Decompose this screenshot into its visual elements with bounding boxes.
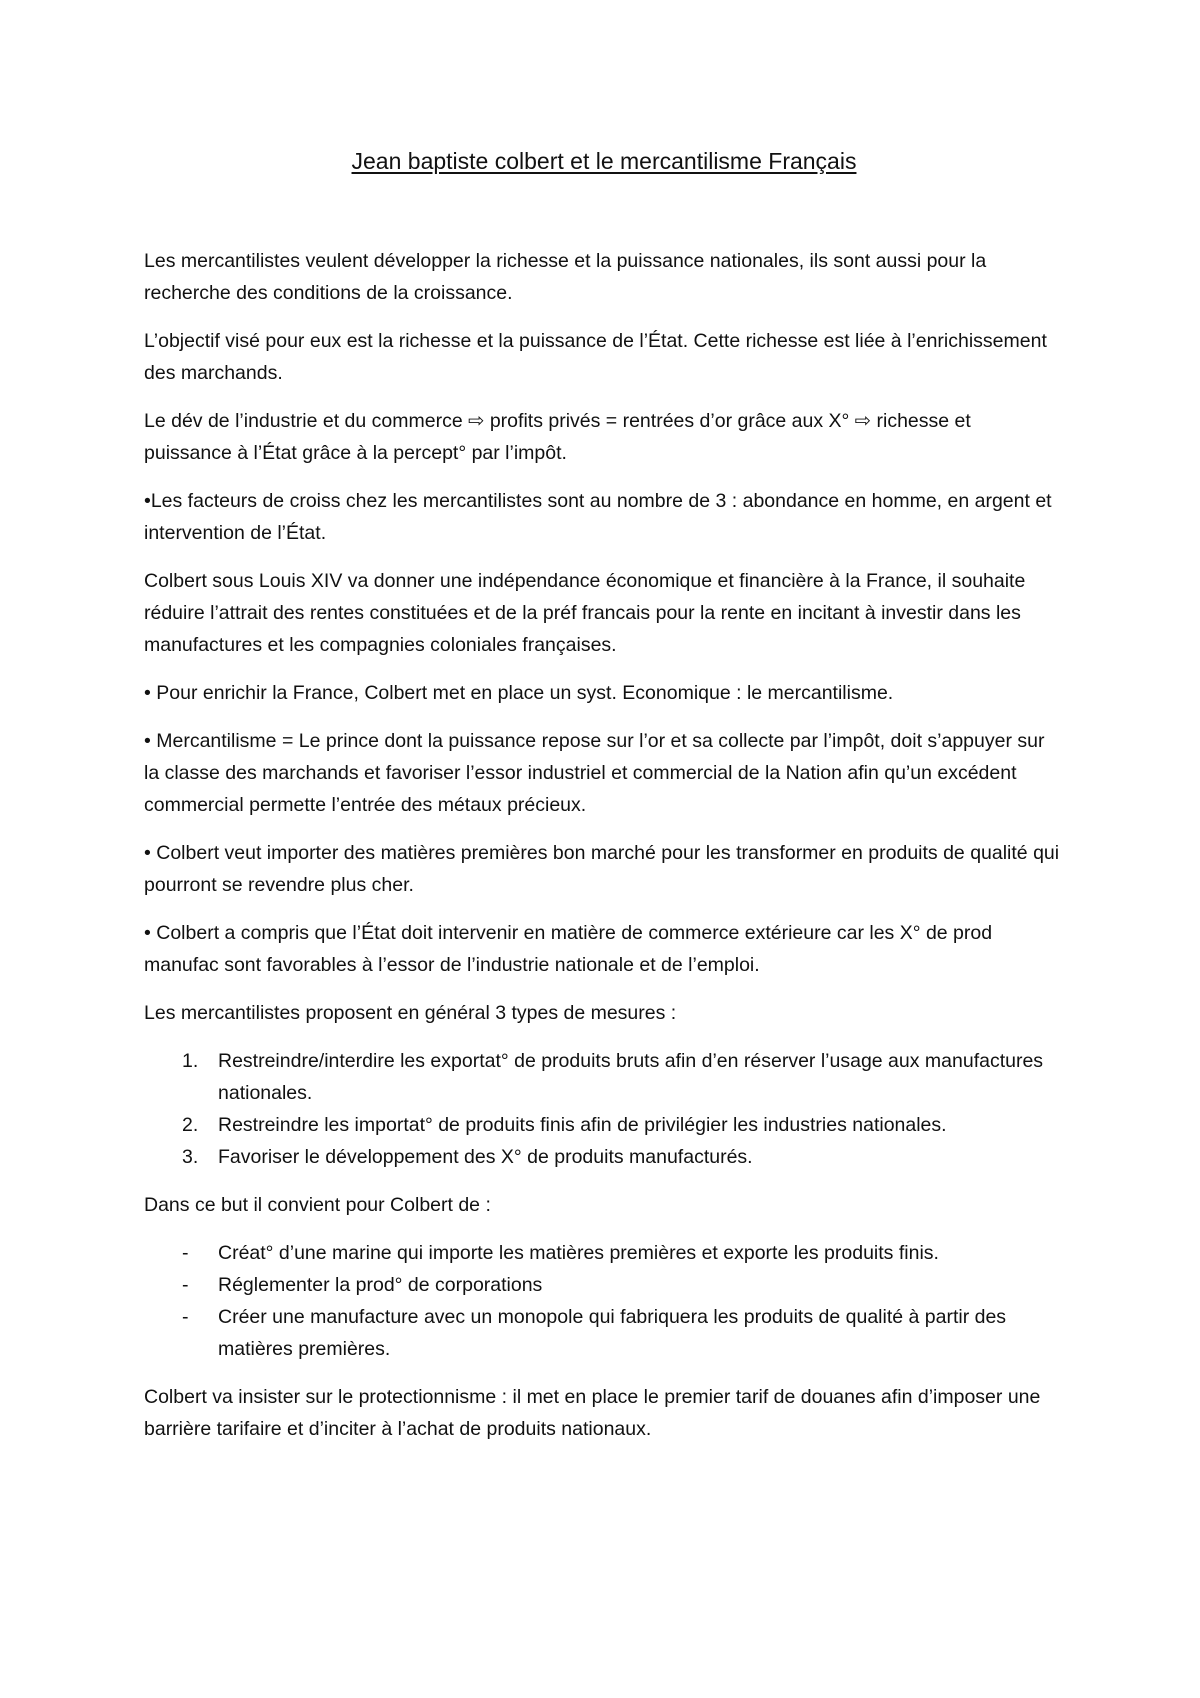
list-item-text: Restreindre/interdire les exportat° de produits bruts afin d’en réserver l’usage aux manufactures nationales. <box>218 1050 1044 1104</box>
list-item-text: Favoriser le développement des X° de produits manufacturés. <box>218 1146 753 1168</box>
list-marker: 1. <box>182 1050 199 1072</box>
list-item <box>144 1109 1064 1141</box>
list-item <box>144 1045 1064 1109</box>
paragraph: L’objectif visé pour eux est la richesse et la puissance de l’État. Cette richesse est liée à l’enrichissement des marchands. <box>144 330 1047 384</box>
list-item <box>144 1301 1064 1365</box>
list-item-text: Réglementer la prod° de corporations <box>218 1274 543 1296</box>
paragraph: •Les facteurs de croiss chez les mercantilistes sont au nombre de 3 : abondance en homme, en argent et intervention de l’État. <box>144 490 1052 544</box>
paragraph: Les mercantilistes proposent en général 3 types de mesures : <box>144 1002 677 1024</box>
paragraph: Dans ce but il convient pour Colbert de : <box>144 1194 491 1216</box>
list-item-text: Restreindre les importat° de produits finis afin de privilégier les industries nationales. <box>218 1114 947 1136</box>
paragraph: Le dév de l’industrie et du commerce ⇨ profits privés = rentrées d’or grâce aux X° ⇨ richesse et puissance à l’État grâce à la percept° par l’impôt. <box>144 410 971 464</box>
dash-list <box>144 1237 1064 1365</box>
list-item-text: Créer une manufacture avec un monopole qui fabriquera les produits de qualité à partir des matières premières. <box>218 1306 1007 1360</box>
list-item-text: Créat° d’une marine qui importe les matières premières et exporte les produits finis. <box>218 1242 939 1264</box>
list-marker: - <box>182 1242 189 1264</box>
paragraph: Colbert sous Louis XIV va donner une indépendance économique et financière à la France, il souhaite réduire l’attrait des rentes constituées et de la préf francais pour la rente en incitant à investir dans les manufactures et les compagnies coloniales françaises. <box>144 570 1026 656</box>
paragraph: Les mercantilistes veulent développer la richesse et la puissance nationales, ils sont aussi pour la recherche des conditions de la croissance. <box>144 250 987 304</box>
paragraph: • Colbert veut importer des matières premières bon marché pour les transformer en produits de qualité qui pourront se revendre plus cher. <box>144 842 1060 896</box>
paragraph: Colbert va insister sur le protectionnisme : il met en place le premier tarif de douanes afin d’imposer une barrière tarifaire et d’inciter à l’achat de produits nationaux. <box>144 1386 1041 1440</box>
list-item <box>144 1237 1064 1269</box>
paragraph: • Colbert a compris que l’État doit intervenir en matière de commerce extérieure car les X° de prod manufac sont favorables à l’essor de l’industrie nationale et de l’emploi. <box>144 922 993 976</box>
list-marker: - <box>182 1306 189 1328</box>
list-marker: 2. <box>182 1114 199 1136</box>
numbered-list <box>144 1045 1064 1173</box>
list-marker: - <box>182 1274 189 1296</box>
list-marker: 3. <box>182 1146 199 1168</box>
paragraph: • Mercantilisme = Le prince dont la puissance repose sur l’or et sa collecte par l’impôt, doit s’appuyer sur la classe des marchands et favoriser l’essor industriel et commercial de la Nation afin qu’un excédent commercial permette l’entrée des métaux précieux. <box>144 730 1045 816</box>
document-title: Jean baptiste colbert et le mercantilisme Français <box>351 148 857 174</box>
list-item <box>144 1269 1064 1301</box>
list-item <box>144 1141 1064 1173</box>
document-body <box>144 245 1064 1461</box>
paragraph: • Pour enrichir la France, Colbert met en place un syst. Economique : le mercantilisme. <box>144 682 894 704</box>
